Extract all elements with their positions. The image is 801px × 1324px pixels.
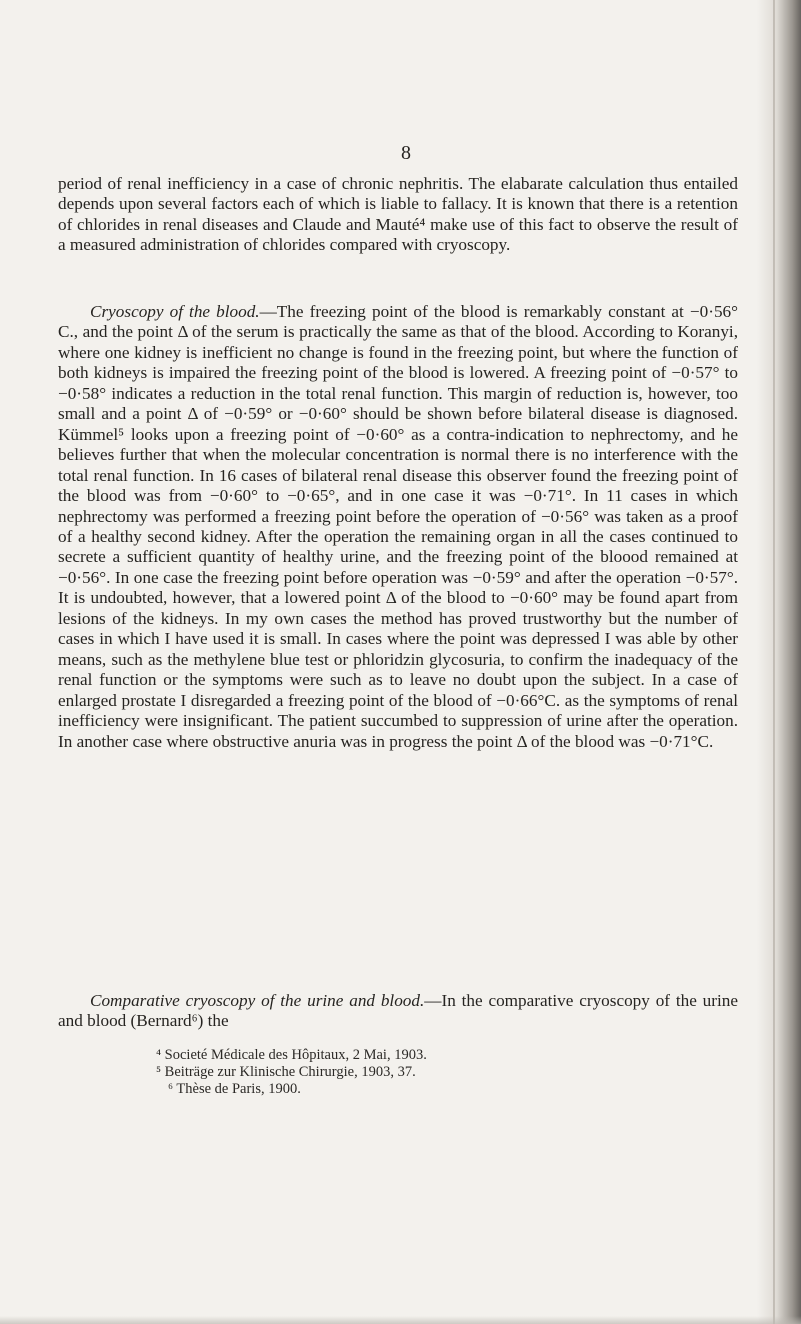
paragraph-3-heading: Comparative cryoscopy of the urine and blood. [90,991,425,1010]
paragraph-3-text: —In the comparative cryoscopy of the urine and blood (Bernard⁶) the [58,991,738,1031]
paragraph-1 [58,174,738,256]
paragraph-3 [58,991,738,1032]
footnote-5: ⁵ Beiträge zur Klinische Chirurgie, 1903, 37. [156,1064,416,1080]
paragraph-2 [58,302,738,752]
paragraph-2-heading: Cryoscopy of the blood. [90,302,260,321]
page-bottom-shadow [0,1316,801,1324]
footnote-6: ⁶ Thèse de Paris, 1900. [168,1081,301,1097]
footnote-4: ⁴ Societé Médicale des Hôpitaux, 2 Mai, 1903. [156,1047,427,1063]
page-number: 8 [401,142,411,164]
page-edge-shadow [757,0,801,1324]
paragraph-2-text: —The freezing point of the blood is remarkably constant at −0·56° C., and the point Δ of the serum is practically the same as that of the blood. According to Koranyi, where one kidney is inefficient no change is found in the freezing point, but where the function of both kidneys is impaired the freezing point of the blood is lowered. A freezing point of −0·57° to −0·58° indicates a reduction in the total renal function. This margin of reduction is, however, too small and a point Δ of −0·59° or −0·60° should be shown before bilateral disease is diagnosed. Kümmel⁵ looks upon a freezing point of −0·60° as a contra-indication to nephrectomy, and he believes further that when the molecular concentration is normal there is no interference with the total renal function. In 16 cases of bilateral renal disease this observer found the freezing point of the blood was from −0·60° to −0·65°, and in one case it was −0·71°. In 11 cases in which nephrectomy was performed a freezing point before the operation of −0·56° was taken as a proof of a healthy second kidney. After the operation the remaining organ in all the cases continued to secrete a sufficient quantity of healthy urine, and the freezing point of the bloood remained at −0·56°. In one case the freezing point before operation was −0·59° and after the operation −0·57°. It is undoubted, however, that a lowered point Δ of the blood to −0·60° may be found apart from lesions of the kidneys. In my own cases the method has proved trustworthy but the number of cases in which I have used it is small. In cases where the point was depressed I was able by other means, such as the methylene blue test or phloridzin glycosuria, to confirm the inadequacy of the renal function or the symptoms were such as to leave no doubt upon the subject. In a case of enlarged prostate I disregarded a freezing point of the blood of −0·66°C. as the symptoms of renal inefficiency were insignificant. The patient succumbed to suppression of urine after the operation. In another case where obstructive anuria was in progress the point Δ of the blood was −0·71°C. [58,302,738,751]
paragraph-1-text: period of renal inefficiency in a case of chronic nephritis. The elabarate calculation thus entailed depends upon several factors each of which is liable to fallacy. It is known that there is a retention of chlorides in renal diseases and Claude and Mauté⁴ make use of this fact to observe the result of a measured administration of chlorides compared with cryoscopy. [58,174,738,255]
footnotes [156,1047,716,1098]
